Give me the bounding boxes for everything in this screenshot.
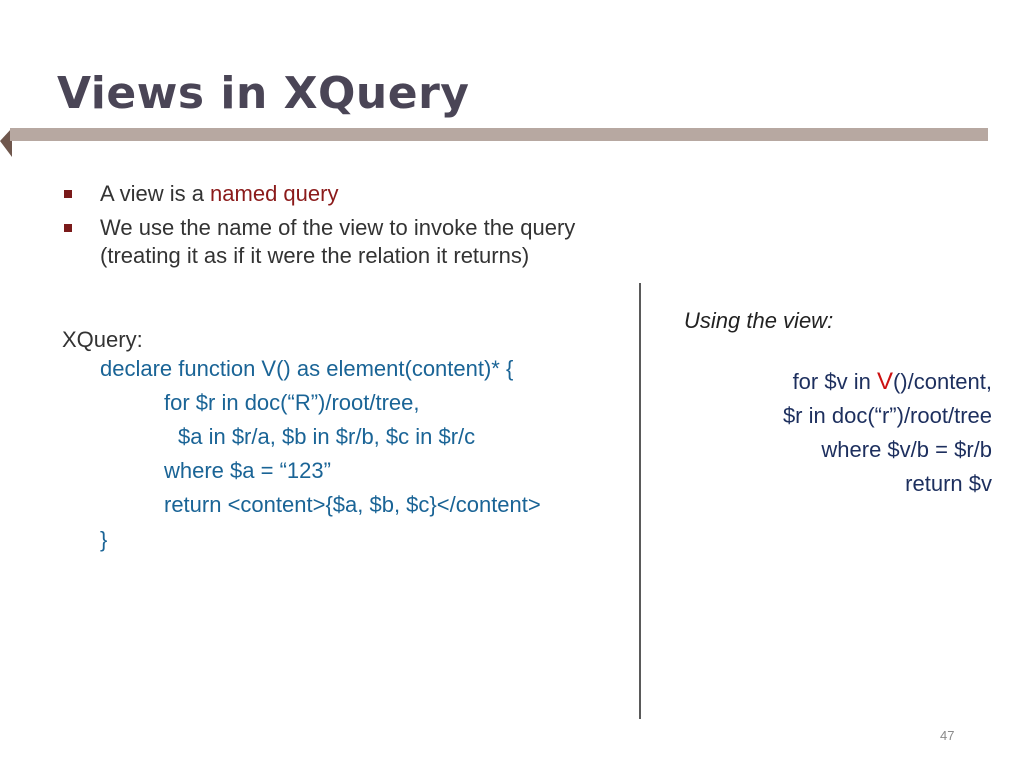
bullet-list [62,180,575,276]
bullet-1-text: A view is a [100,181,211,206]
using-view-label: Using the view: [684,308,834,333]
xquery-label: XQuery: [62,327,143,352]
usage-line-4: return $v [905,471,992,496]
usage-line-3: where $v/b = $r/b [821,437,992,462]
usage-line-1-prefix: for $v in [792,369,877,394]
usage-line-2: $r in doc(“r”)/root/tree [782,403,992,428]
bullet-1-highlight: named query [210,181,339,206]
usage-line-1-suffix: ()/content, [892,369,992,394]
square-bullet-icon [64,190,72,198]
code-line-4: where $a = “123” [164,458,331,483]
code-line-3: $a in $r/a, $b in $r/b, $c in $r/c [178,424,476,449]
slide-title: Views in XQuery [57,68,470,119]
bullet-2-line-2: (treating it as if it were the relation it returns) [100,243,530,268]
code-line-1: declare function V() as element(content)* { [100,356,514,381]
square-bullet-icon [64,224,72,232]
view-function-name: V [876,368,893,395]
page-number: 47 [940,728,955,743]
bullet-2-line-1: We use the name of the view to invoke the query [100,215,576,240]
code-line-5: return <content>{$a, $b, $c}</content> [164,492,541,517]
column-divider [639,283,641,719]
usage-line-1 [793,368,992,396]
title-underline-bar [10,128,988,141]
code-line-6: } [100,527,108,552]
bullet-item-2 [62,214,575,270]
code-line-2: for $r in doc(“R”)/root/tree, [164,390,420,415]
bullet-item-1 [62,180,575,208]
